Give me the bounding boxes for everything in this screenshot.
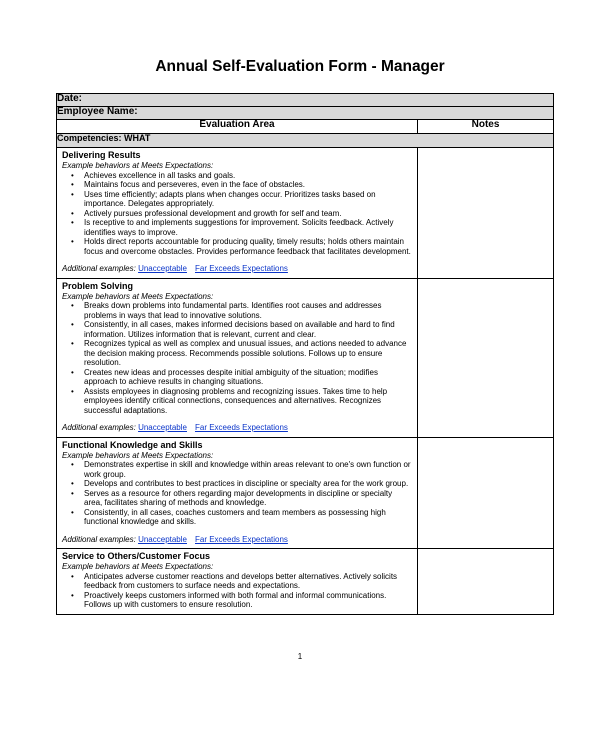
page-number: 1 [297, 652, 303, 661]
additional-examples [62, 264, 412, 274]
section-row [57, 148, 554, 279]
additional-examples-label: Additional examples: [62, 423, 136, 432]
notes-cell[interactable] [418, 278, 554, 437]
behavior-item: • Develops and contributes to best practices in discipline or specialty area for the work group. [84, 479, 412, 489]
date-row [57, 94, 554, 107]
section-row [57, 278, 554, 437]
behavior-item: • Proactively keeps customers informed with both formal and informal communications. Follows up with customers to ensure resolution. [84, 591, 412, 610]
competencies-row [57, 134, 554, 148]
behavior-item: • Maintains focus and perseveres, even in the face of obstacles. [84, 180, 412, 190]
column-header-row [57, 120, 554, 134]
behavior-item: • Creates new ideas and processes despite initial ambiguity of the situation; modifies approach to achieve results in changing situations. [84, 368, 412, 387]
behavior-item: • Is receptive to and implements suggestions for improvement. Solicits feedback. Actively identifies ways to improve. [84, 218, 412, 237]
additional-examples-label: Additional examples: [62, 534, 136, 544]
section-subtitle: Example behaviors at Meets Expectations: [62, 562, 214, 571]
far-exceeds-link[interactable]: Far Exceeds Expectations [194, 264, 288, 273]
section-cell [57, 549, 418, 615]
behavior-item: • Consistently, in all cases, makes informed decisions based on available and hard to find information. Utilizes information that is relevant, current and clear. [84, 320, 412, 339]
section-cell [57, 437, 418, 549]
behavior-item: • Demonstrates expertise in skill and knowledge within areas relevant to one's own function or work group. [84, 460, 412, 479]
section-row [57, 437, 554, 549]
section-title: Functional Knowledge and Skills [62, 439, 203, 450]
section-subtitle: Example behaviors at Meets Expectations: [62, 161, 214, 170]
section-title: Problem Solving [62, 280, 134, 291]
notes-header: Notes [418, 120, 554, 134]
behavior-item: • Actively pursues professional development and growth for self and team. [84, 209, 412, 219]
notes-cell[interactable] [418, 148, 554, 279]
behavior-item: • Uses time efficiently; adapts plans when changes occur. Prioritizes tasks based on importance. Delegates appropriately. [84, 190, 412, 209]
behavior-list [62, 171, 412, 257]
section-subtitle: Example behaviors at Meets Expectations: [62, 291, 214, 301]
unacceptable-link[interactable]: Unacceptable [138, 423, 187, 432]
evaluation-table [56, 93, 554, 615]
behavior-list [62, 572, 412, 610]
unacceptable-link[interactable]: Unacceptable [138, 264, 187, 273]
date-label: Date: [57, 94, 554, 107]
behavior-item: • Breaks down problems into fundamental parts. Identifies root causes and addresses problems in ways that lead to innovative solutions. [84, 301, 412, 320]
behavior-item: • Holds direct reports accountable for producing quality, timely results; holds others maintain focus and overcome obstacles. Provides performance feedback that facilitates development. [84, 237, 412, 256]
additional-examples-label: Additional examples: [62, 264, 136, 273]
employee-name-label: Employee Name: [57, 107, 554, 120]
section-title: Service to Others/Customer Focus [62, 551, 211, 561]
employee-row [57, 107, 554, 120]
behavior-item: • Anticipates adverse customer reactions and develops better alternatives. Actively solicits feedback from customers to surface needs and expectations. [84, 572, 412, 591]
notes-cell[interactable] [418, 437, 554, 549]
evaluation-area-header: Evaluation Area [57, 120, 418, 134]
behavior-list [62, 301, 412, 415]
behavior-item: • Achieves excellence in all tasks and goals. [84, 171, 412, 181]
section-cell [57, 148, 418, 279]
far-exceeds-link[interactable]: Far Exceeds Expectations [194, 423, 288, 432]
additional-examples [62, 423, 412, 433]
additional-examples [62, 535, 412, 545]
behavior-item: • Assists employees in diagnosing problems and recognizing issues. Takes time to help employees identify critical connections, consequences and alternatives. Recognizes successful adaptations. [84, 387, 412, 416]
section-row [57, 549, 554, 615]
competencies-label: Competencies: WHAT [57, 134, 554, 148]
unacceptable-link[interactable]: Unacceptable [138, 534, 187, 544]
notes-cell[interactable] [418, 549, 554, 615]
behavior-list [62, 460, 412, 527]
section-subtitle: Example behaviors at Meets Expectations: [62, 450, 214, 460]
form-title: Annual Self-Evaluation Form - Manager [155, 58, 445, 75]
behavior-item: • Consistently, in all cases, coaches customers and team members as possessing high functional knowledge and skills. [84, 508, 412, 527]
section-title: Delivering Results [62, 150, 141, 160]
section-cell [57, 278, 418, 437]
far-exceeds-link[interactable]: Far Exceeds Expectations [194, 534, 288, 544]
behavior-item: • Serves as a resource for others regarding major developments in discipline or specialty area, facilitates sharing of methods and knowledge. [84, 489, 412, 508]
behavior-item: • Recognizes typical as well as complex and unusual issues, and actions needed to advance the decision making process. Recommends possible solutions. Follows up to ensure resolution. [84, 339, 412, 368]
